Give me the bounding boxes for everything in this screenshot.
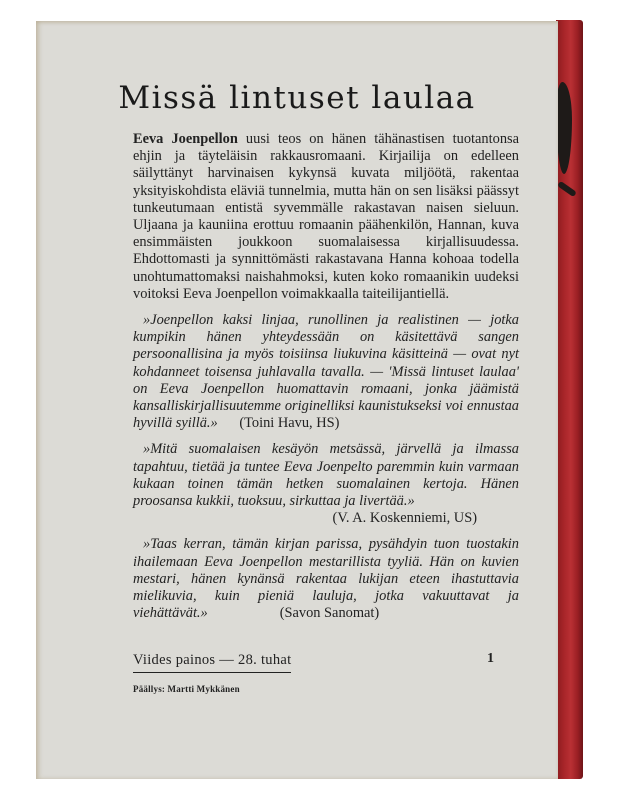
review-quote-1: [133, 312, 519, 432]
review-source: (Toini Havu, HS): [239, 415, 340, 432]
review-quote-2: [133, 441, 519, 527]
review-text: »Taas kerran, tämän kirjan parissa, pysähdyin tuon tuostakin ihailemaan Eeva Joenpellon mestarillista tyyliä. Hän on kuvien mestari, hänen kynänsä rakentaa lukijan eteen ihastuttavia mielikuvia, kuin pieniä lauluja, jotka vakuuttavat ja viehättävät.»: [133, 536, 519, 622]
review-text: »Joenpellon kaksi linjaa, runollinen ja realistinen — jotka kumpikin hänen yhteydessään on käsitettävä sangen persoonallisina ja myös toisiinsa liukuvina käsitteinä — ovat nyt kohdanneet toisensa juhlavalla tavalla. — 'Missä lintuset laulaa' on Eeva Joenpellon huomattavin romaani, jonka jäämistä kansalliskirjallisuutemme originelliksi kaunistukseksi voi ennustaa hyvillä syillä.»: [133, 312, 519, 432]
description-paragraph: [133, 131, 519, 303]
page-number: 1: [487, 651, 494, 666]
review-source: (V. A. Koskenniemi, US): [332, 510, 477, 527]
book-title: Missä lintuset laulaa: [118, 80, 476, 116]
review-text: »Mitä suomalaisen kesäyön metsässä, järvellä ja ilmassa tapahtuu, tietää ja tuntee Eeva Joenpelto paremmin kuin varmaan kukaan toinen tämän hetken suomalainen kertoja. Hänen proosansa kukkii, tuoksuu, sirkuttaa ja livertää.»: [133, 441, 519, 510]
cover-footer: [133, 651, 519, 694]
review-quote-3: [133, 536, 519, 622]
description-text: uusi teos on hänen tähänastisen tuotantonsa ehjin ja täyteläisin rakkausromaani. Kirjailija on edelleen säilyttänyt harvinaisen kykynsä kuvata miljöötä, rakentaa yksityiskohdista eläviä tunnelmia, mutta hän on sen lisäksi päässyt tunkeutumaan entistä syvemmälle rakastavan naisen sieluun. Uljaana ja kauniina erottuu romaanin päähenkilön, Hannan, kuva ensimmäisten joukkoon suomalaisessa kirjallisuudessa. Ehdottomasti ja synnittömästi rakastavana Hanna kohoaa todella unohtumattomaksi naishahmoksi, kuten koko romaanikin uudeksi voitoksi Eeva Joenpellon voimakkaalla taiteilijantiellä.: [133, 131, 519, 302]
review-source: (Savon Sanomat): [279, 605, 380, 622]
author-name: Eeva Joenpellon: [133, 131, 238, 147]
edition-info: Viides painos — 28. tuhat: [133, 652, 291, 673]
cover-credit: Päällys: Martti Mykkänen: [133, 684, 240, 694]
blurb-content: [133, 131, 519, 622]
